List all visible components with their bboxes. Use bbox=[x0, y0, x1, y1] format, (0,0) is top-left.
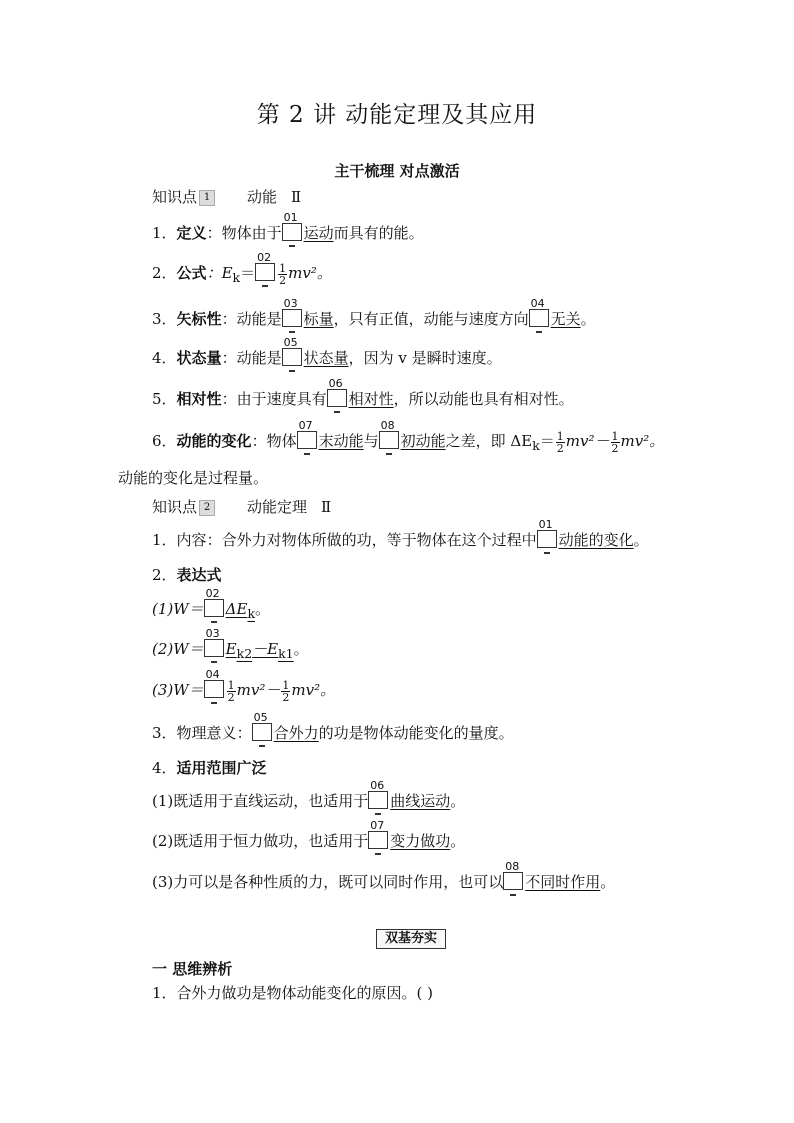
answer-text: 不同时作用 bbox=[525, 873, 601, 891]
answer-marker[interactable]: 03 bbox=[282, 309, 302, 327]
kp2-expression-1: (1)W＝ 02 $\Delta E_k$。 bbox=[152, 587, 271, 621]
answer-text: 末动能 bbox=[318, 432, 364, 450]
answer-marker[interactable]: 03 bbox=[204, 639, 224, 657]
knowledge-point-1-heading: 知识点 1 动能 Ⅱ bbox=[152, 188, 302, 206]
fraction: $\frac{1}{2}$ bbox=[227, 678, 235, 704]
fraction: $\frac{1}{2}$ bbox=[282, 678, 290, 704]
answer-text: 无关 bbox=[550, 310, 581, 328]
answer-marker[interactable]: 02 bbox=[204, 599, 224, 617]
answer-text: 初动能 bbox=[400, 432, 446, 450]
kp1-item-state: 4．状态量：动能是 05 状态量，因为 v 是瞬时速度。 bbox=[152, 347, 502, 369]
answer-text: 相对性 bbox=[348, 390, 394, 408]
answer-marker[interactable]: 05 bbox=[282, 348, 302, 366]
kp2-item-expression-heading: 2．表达式 bbox=[152, 566, 222, 584]
answer-marker[interactable]: 04 bbox=[529, 309, 549, 327]
kp2-scope-3: (3)力可以是各种性质的力，既可以同时作用，也可以 08 不同时作用。 bbox=[152, 871, 615, 893]
answer-marker[interactable]: 04 bbox=[204, 680, 224, 698]
knowledge-point-2-heading: 知识点 2 动能定理 Ⅱ bbox=[152, 498, 332, 516]
answer-text: 标量 bbox=[303, 310, 334, 328]
question-1: 1．合外力做功是物体动能变化的原因。( ) bbox=[152, 984, 434, 1002]
answer-text: 状态量 bbox=[303, 349, 349, 367]
kp-badge: 2 bbox=[199, 500, 215, 516]
answer-text: E bbox=[225, 640, 237, 658]
kp-badge: 1 bbox=[199, 190, 215, 206]
kp2-item-meaning: 3．物理意义： 05 合外力的功是物体动能变化的量度。 bbox=[152, 722, 514, 744]
answer-text: 曲线运动 bbox=[390, 792, 451, 810]
answer-text: 合外力 bbox=[273, 724, 319, 742]
fraction: $\frac{1}{2}$ bbox=[556, 429, 564, 455]
answer-marker[interactable]: 06 bbox=[368, 791, 388, 809]
kp1-item-change: 6．动能的变化：物体 07 末动能与 08 初动能之差，即 $\Delta E_k=$ $\frac{1}{2}$ mv²－ $\frac{1}{2}$ mv²。 bbox=[152, 419, 665, 455]
kp2-expression-2: (2)W＝ 03 $E_{k2}-E_{k1}$。 bbox=[152, 627, 309, 661]
page-title: 第 2 讲 动能定理及其应用 bbox=[256, 102, 538, 128]
kp2-item-scope-heading: 4．适用范围广泛 bbox=[152, 759, 267, 777]
answer-text: 动能的变化 bbox=[558, 531, 634, 549]
answer-marker[interactable]: 08 bbox=[503, 872, 523, 890]
answer-text: 运动 bbox=[303, 224, 334, 242]
kp1-item-definition: 1．定义：物体由于 01 运动而具有的能。 bbox=[152, 222, 424, 244]
kp1-item-scalar: 3．矢标性：动能是 03 标量，只有正值，动能与速度方向 04 无关。 bbox=[152, 308, 596, 330]
section-heading: 一 思维辨析 bbox=[152, 960, 233, 978]
answer-marker[interactable]: 01 bbox=[282, 223, 302, 241]
kp1-item-relativity: 5．相对性：由于速度具有 06 相对性，所以动能也具有相对性。 bbox=[152, 388, 574, 410]
fraction: $\frac{1}{2}$ bbox=[279, 261, 287, 287]
answer-marker[interactable]: 06 bbox=[327, 389, 347, 407]
fraction: $\frac{1}{2}$ bbox=[611, 429, 619, 455]
answer-marker[interactable]: 07 bbox=[297, 431, 317, 449]
answer-marker[interactable]: 08 bbox=[379, 431, 399, 449]
kp1-item-change-continued: 动能的变化是过程量。 bbox=[118, 469, 269, 487]
answer-marker[interactable]: 07 bbox=[368, 831, 388, 849]
answer-marker[interactable]: 01 bbox=[537, 530, 557, 548]
kp2-scope-2: (2)既适用于恒力做功，也适用于 07 变力做功。 bbox=[152, 830, 465, 852]
answer-marker[interactable]: 02 bbox=[255, 263, 275, 281]
section-box-label: 双基夯实 bbox=[376, 929, 446, 949]
answer-text: ΔE bbox=[225, 600, 248, 618]
answer-text: 变力做功 bbox=[390, 832, 451, 850]
kp1-item-formula: 2．公式：$E_k=$ 02 $\frac{1}{2}$ mv²。 bbox=[152, 251, 332, 287]
kp2-item-content: 1．内容：合外力对物体所做的功，等于物体在这个过程中 01 动能的变化。 bbox=[152, 529, 649, 551]
kp2-expression-3: (3)W＝ 04 $\frac{1}{2}$ mv²－ $\frac{1}{2}$ mv²。 bbox=[152, 668, 336, 704]
section-subtitle: 主干梳理 对点激活 bbox=[334, 162, 460, 180]
kp2-scope-1: (1)既适用于直线运动，也适用于 06 曲线运动。 bbox=[152, 790, 465, 812]
answer-marker[interactable]: 05 bbox=[252, 723, 272, 741]
